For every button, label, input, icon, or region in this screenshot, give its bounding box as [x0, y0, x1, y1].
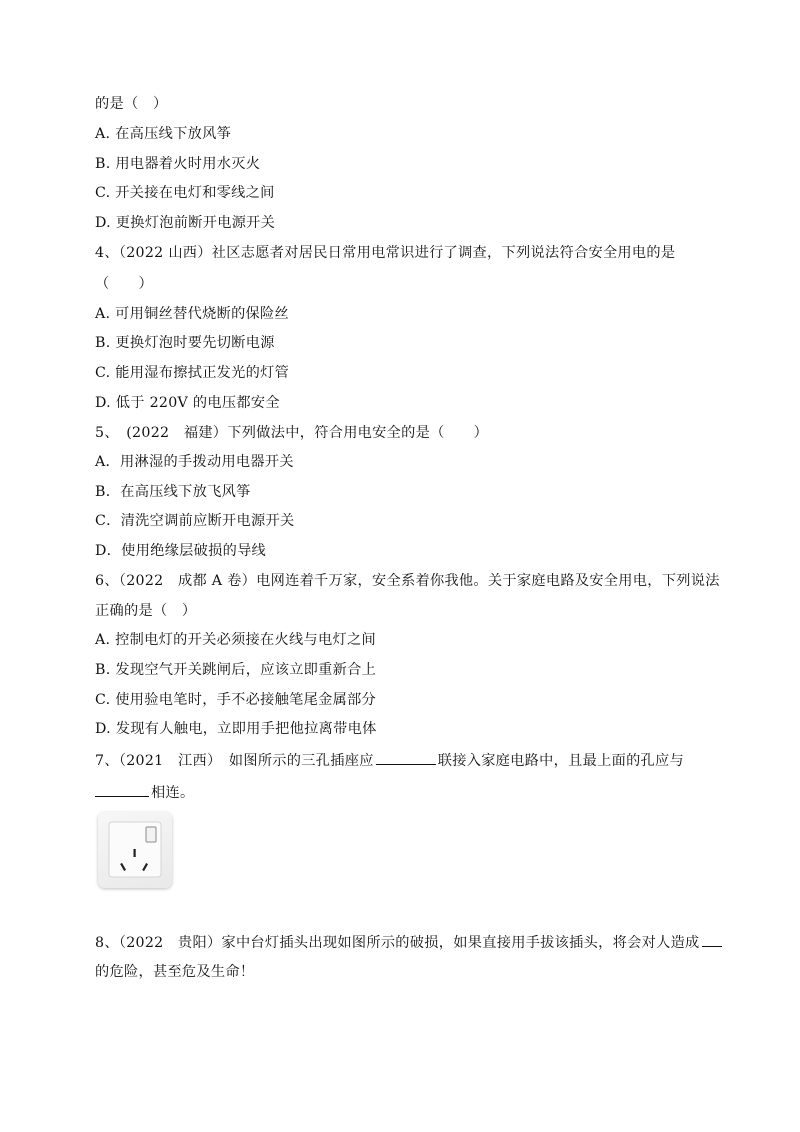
- three-pin-socket-image: [98, 812, 172, 888]
- question-7: [95, 750, 684, 771]
- option-c: C. 使用验电笔时，手不必接触笔尾金属部分: [95, 692, 377, 708]
- option-c: C．清洗空调前应断开电源开关: [95, 513, 295, 529]
- question-5: 5、 (2022 福建）下列做法中，符合用电安全的是（ ）: [95, 425, 489, 441]
- question-8-text-1: 8、（2022 贵阳）家中台灯插头出现如图所示的破损，如果直接用手拔该插头，将会对人造成: [95, 935, 700, 951]
- question-6-cont: 正确的是（ ）: [95, 603, 197, 619]
- option-a: A. 在高压线下放风筝: [95, 126, 232, 142]
- question-6: 6、（2022 成都 A 卷）电网连着千万家，安全系着你我他。关于家庭电路及安全用电，下列说法: [95, 573, 720, 589]
- option-a: A. 可用铜丝替代烧断的保险丝: [95, 306, 290, 322]
- option-c: C. 能用湿布擦拭正发光的灯管: [95, 365, 290, 381]
- question-8: [95, 932, 724, 953]
- option-a: A．用淋湿的手拨动用电器开关: [95, 454, 294, 470]
- option-d: D. 低于 220V 的电压都安全: [95, 395, 280, 411]
- socket-icon: [98, 812, 172, 888]
- option-a: A. 控制电灯的开关必须接在火线与电灯之间: [95, 632, 376, 648]
- answer-blank[interactable]: [95, 782, 149, 797]
- text-line: 的是（ ）: [95, 96, 168, 112]
- option-c: C. 开关接在电灯和零线之间: [95, 185, 275, 201]
- option-b: B. 更换灯泡时要先切断电源: [95, 335, 275, 351]
- question-7-text-3: 相连。: [151, 785, 195, 801]
- question-4-paren: （ ）: [95, 276, 153, 292]
- question-7-text-2: 联接入家庭电路中，且最上面的孔应与: [437, 753, 685, 769]
- answer-blank[interactable]: [702, 932, 722, 947]
- question-7-text-1: 7、（2021 江西） 如图所示的三孔插座应: [95, 753, 374, 769]
- option-b: B. 用电器着火时用水灭火: [95, 156, 261, 172]
- option-d: D．使用绝缘层破损的导线: [95, 543, 267, 559]
- option-d: D. 发现有人触电，立即用手把他拉离带电体: [95, 721, 377, 737]
- question-7-cont: [95, 782, 194, 803]
- question-4: 4、（2022 山西）社区志愿者对居民日常用电常识进行了调查，下列说法符合安全用电的是: [95, 245, 676, 261]
- question-8-cont: 的危险，甚至危及生命！: [95, 964, 255, 980]
- option-b: B. 发现空气开关跳闸后，应该立即重新合上: [95, 662, 377, 678]
- option-b: B．在高压线下放飞风筝: [95, 484, 251, 500]
- option-d: D. 更换灯泡前断开电源开关: [95, 215, 276, 231]
- answer-blank[interactable]: [376, 750, 436, 765]
